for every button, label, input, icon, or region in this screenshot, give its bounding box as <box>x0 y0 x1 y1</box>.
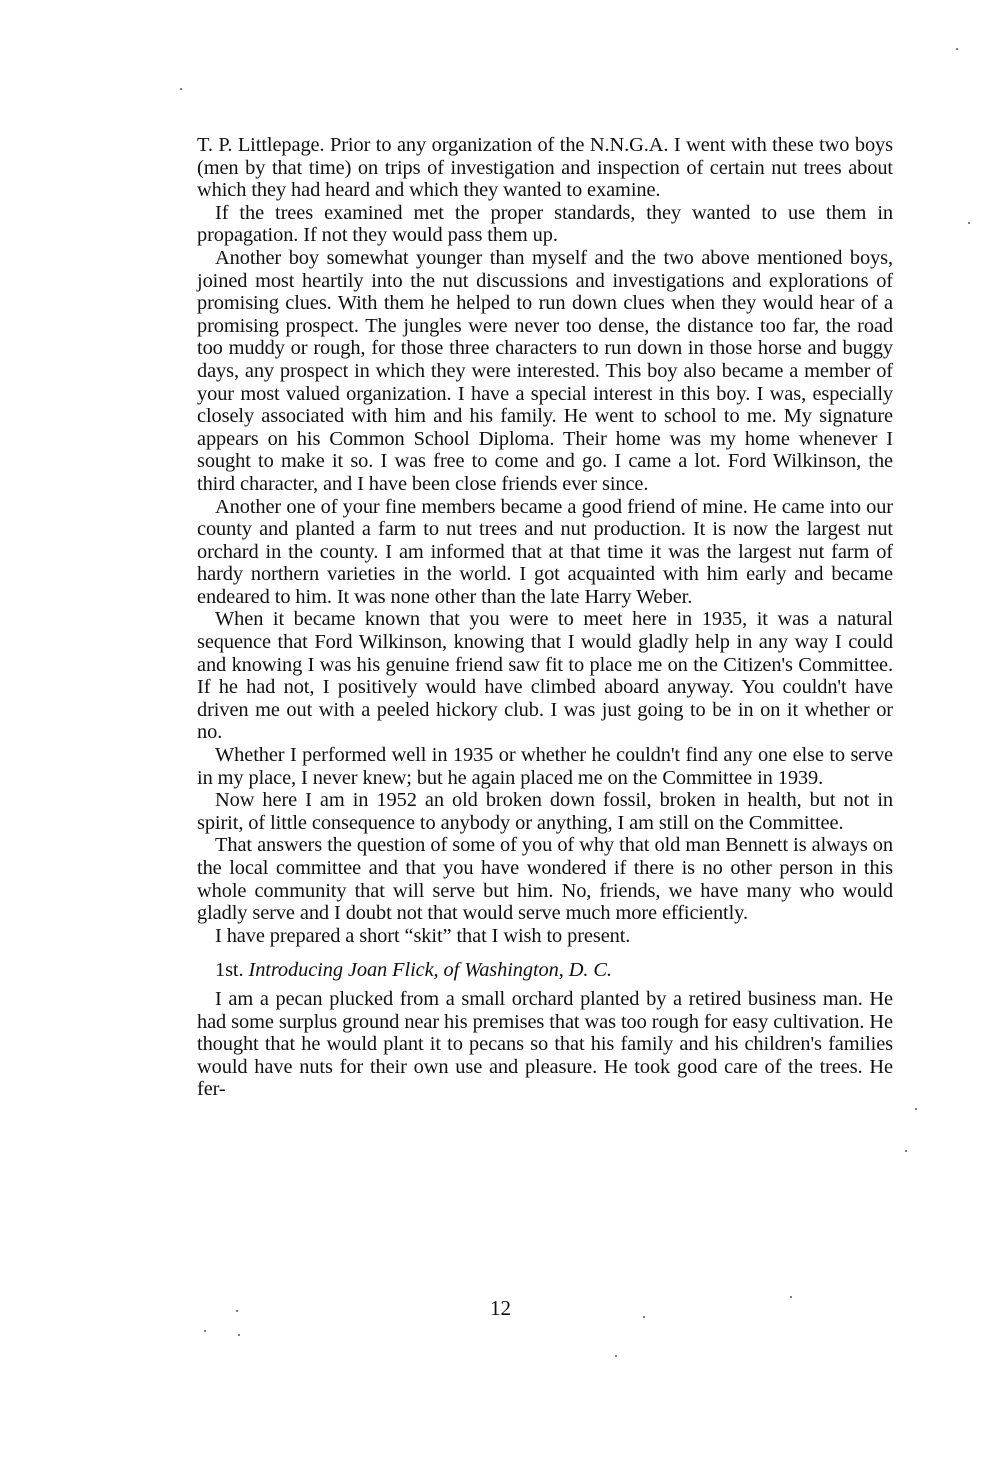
paragraph-text: If the trees examined met the proper standards, they wanted to use them in propagation. If not they would pass them up. <box>197 201 893 247</box>
skit-number: 1st. <box>215 959 249 982</box>
paragraph-text: Whether I performed well in 1935 or whether he couldn't find any one else to serve in my place, I never knew; but he again placed me on the Committee in 1939. <box>197 744 893 789</box>
paragraph-2 <box>197 202 893 247</box>
paragraph-11 <box>197 988 893 1101</box>
scan-speck <box>238 1334 240 1336</box>
body-text <box>197 134 893 1101</box>
paragraph-text: Now here I am in 1952 an old broken down fossil, broken in health, but not in spirit, of little consequence to anybody or anything, I am still on the Committee. <box>197 789 893 834</box>
scan-speck <box>790 1296 792 1298</box>
scan-speck <box>643 1316 645 1318</box>
skit-heading <box>197 959 893 982</box>
paragraph-8 <box>197 834 893 924</box>
paragraph-1 <box>197 134 893 202</box>
paragraph-9 <box>197 925 893 948</box>
paragraph-text: That answers the question of some of you of why that old man Bennett is always on the local committee and that you have wondered if there is no other person in this whole community that will serve but him. No, friends, we have many who would gladly serve and I doubt not that would serve much more efficiently. <box>197 834 893 925</box>
paragraph-text: Another boy somewhat younger than myself and the two above mentioned boys, joined most heartily into the nut discussions and investigations and explorations of promising clues. With them he helped to run down clues when they would hear of a promising prospect. The jungles were never too dense, the distance too far, the road too muddy or rough, for those three characters to run down in those horse and buggy days, any prospect in which they were interested. This boy also became a member of your most valued organization. I have a special interest in this boy. I was, especially closely associated with him and his family. He went to school to me. My signature appears on his Common School Diploma. Their home was my home whenever I sought to make it so. I was free to come and go. I came a lot. Ford Wilkinson, the third character, and I have been close friends ever since. <box>197 246 893 495</box>
skit-title: Introducing Joan Flick, of Washington, D. C. <box>248 959 612 982</box>
scan-speck <box>968 222 970 224</box>
paragraph-text: When it became known that you were to meet here in 1935, it was a natural sequence that Ford Wilkinson, knowing that I would gladly help in any way I could and knowing I was his genuine friend saw fit to place me on the Citizen's Committee. If he had not, I positively would have climbed aboard anyway. You couldn't have driven me out with a peeled hickory club. I was just going to be in on it whether or no. <box>197 608 893 744</box>
paragraph-6 <box>197 744 893 789</box>
scan-speck <box>615 1355 617 1357</box>
scan-speck <box>180 88 182 90</box>
scan-speck <box>236 1310 238 1312</box>
paragraph-5 <box>197 608 893 744</box>
paragraph-text: I am a pecan plucked from a small orchard planted by a retired business man. He had some surplus ground near his premises that was too rough for easy cultivation. He thought that he would plant it to pecans so that his family and his children's families would have nuts for their own use and pleasure. He took good care of the trees. He fer- <box>197 987 893 1101</box>
paragraph-7 <box>197 789 893 834</box>
scan-speck <box>905 1150 907 1152</box>
paragraph-3 <box>197 247 893 496</box>
paragraph-text: T. P. Littlepage. Prior to any organization of the N.N.G.A. I went with these two boys (men by that time) on trips of investigation and inspection of certain nut trees about which they had heard and which they wanted to examine. <box>197 134 893 202</box>
scan-speck <box>204 1330 206 1332</box>
paragraph-text: Another one of your fine members became a good friend of mine. He came into our county and planted a farm to nut trees and nut production. It is now the largest nut orchard in the county. I am informed that at that time it was the largest nut farm of hardy northern varieties in the world. I got acquainted with him early and became endeared to him. It was none other than the late Harry Weber. <box>197 495 893 608</box>
paragraph-4 <box>197 496 893 609</box>
page-number: 12 <box>490 1296 511 1320</box>
scan-speck <box>956 48 958 50</box>
scan-speck <box>915 1108 917 1110</box>
paragraph-text: I have prepared a short “skit” that I wish to present. <box>215 924 631 947</box>
